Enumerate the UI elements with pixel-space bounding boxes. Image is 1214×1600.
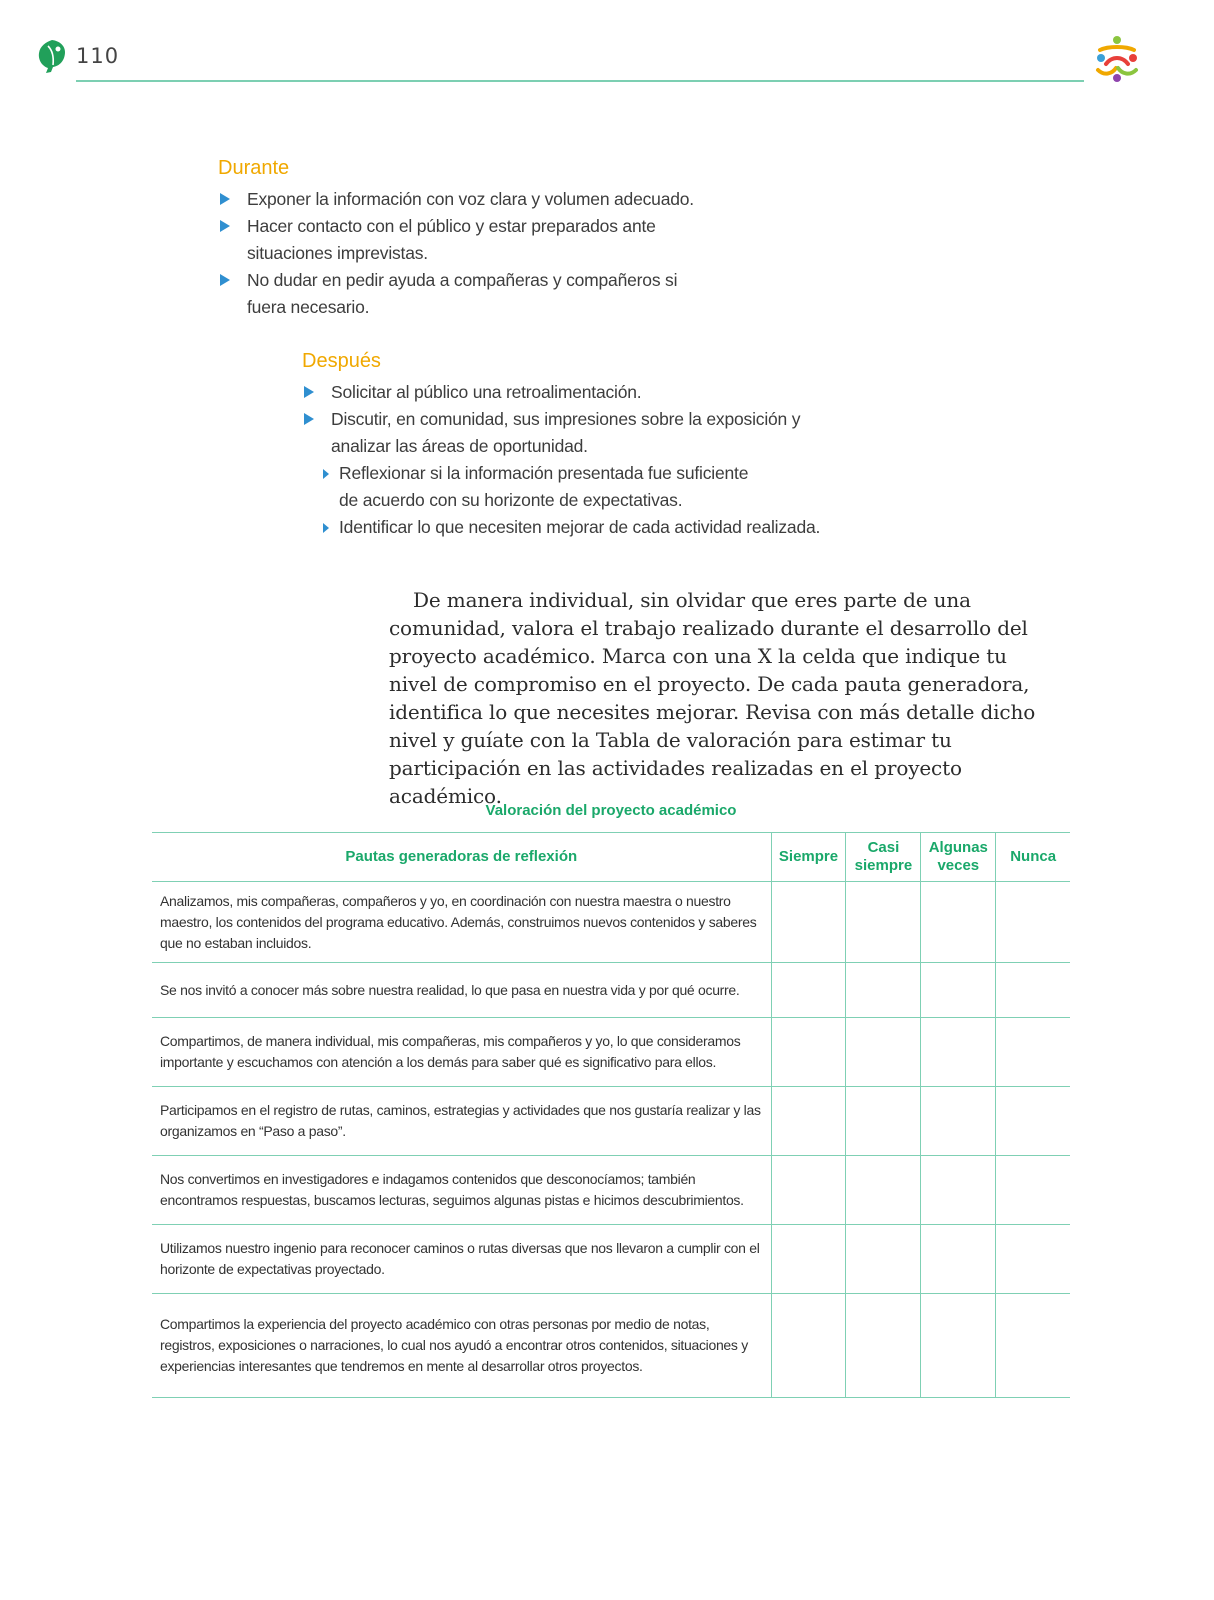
- cell-nunca[interactable]: [996, 1294, 1070, 1398]
- pauta-text: Analizamos, mis compañeras, compañeros y yo, en coordinación con nuestra maestra o nuestro maestro, los contenidos del programa educativo. Además, construimos nuevos contenidos y saberes que no estaban incluidos.: [152, 882, 771, 963]
- cell-algunas-veces[interactable]: [921, 1225, 996, 1294]
- table-row: [152, 963, 1070, 1018]
- cell-casi-siempre[interactable]: [846, 1225, 921, 1294]
- header-rule: [76, 80, 1084, 82]
- table-row: [152, 1156, 1070, 1225]
- cell-casi-siempre[interactable]: [846, 1087, 921, 1156]
- durante-item: Exponer la información con voz clara y volumen adecuado.: [218, 186, 778, 213]
- cell-casi-siempre[interactable]: [846, 963, 921, 1018]
- bullet-triangle-icon: [220, 274, 230, 286]
- green-leaf-icon: [36, 38, 68, 74]
- cell-nunca[interactable]: [996, 1087, 1070, 1156]
- header-casi-siempre: Casi siempre: [846, 833, 921, 882]
- cell-nunca[interactable]: [996, 963, 1070, 1018]
- cell-siempre[interactable]: [771, 1294, 846, 1398]
- bullet-triangle-icon: [220, 220, 230, 232]
- assessment-table: [152, 832, 1070, 1398]
- page-number: 110: [76, 44, 120, 68]
- header-nunca: Nunca: [996, 833, 1070, 882]
- cell-algunas-veces[interactable]: [921, 1087, 996, 1156]
- cell-siempre[interactable]: [771, 1018, 846, 1087]
- header-siempre: Siempre: [771, 833, 846, 882]
- bullet-triangle-icon: [220, 193, 230, 205]
- bullet-triangle-icon: [304, 413, 314, 425]
- despues-item: Solicitar al público una retroalimentación.: [302, 379, 882, 406]
- cell-algunas-veces[interactable]: [921, 1018, 996, 1087]
- pauta-text: Compartimos, de manera individual, mis compañeras, mis compañeros y yo, lo que consideramos importante y escuchamos con atención a los demás para saber qué es significativo para ellos.: [152, 1018, 771, 1087]
- pauta-text: Nos convertimos en investigadores e indagamos contenidos que desconocíamos; también encontramos respuestas, buscamos lecturas, seguimos algunas pistas e hicimos descubrimientos.: [152, 1156, 771, 1225]
- pauta-text: Participamos en el registro de rutas, caminos, estrategias y actividades que nos gustaría realizar y las organizamos en “Paso a paso”.: [152, 1087, 771, 1156]
- table-row: [152, 1294, 1070, 1398]
- durante-title: Durante: [218, 157, 290, 179]
- cell-nunca[interactable]: [996, 882, 1070, 963]
- sub-bullet-triangle-icon: [323, 469, 329, 479]
- header-algunas-veces: Algunas veces: [921, 833, 996, 882]
- colorful-figures-icon: [1090, 34, 1144, 84]
- cell-siempre[interactable]: [771, 1087, 846, 1156]
- pauta-text: Compartimos la experiencia del proyecto académico con otras personas por medio de notas, registros, exposiciones o narraciones, lo cual nos ayudó a encontrar otros contenidos, situaciones y experiencias interesantes que tendremos en mente al desarrollar otros proyectos.: [152, 1294, 771, 1398]
- pauta-text: Utilizamos nuestro ingenio para reconocer caminos o rutas diversas que nos llevaron a cumplir con el horizonte de expectativas proyectado.: [152, 1225, 771, 1294]
- despues-title: Después: [302, 350, 381, 372]
- cell-siempre[interactable]: [771, 882, 846, 963]
- cell-siempre[interactable]: [771, 963, 846, 1018]
- durante-item: Hacer contacto con el público y estar preparados ante situaciones imprevistas.: [218, 213, 677, 267]
- cell-algunas-veces[interactable]: [921, 1294, 996, 1398]
- durante-item: No dudar en pedir ayuda a compañeras y compañeros si fuera necesario.: [218, 267, 687, 321]
- cell-algunas-veces[interactable]: [921, 963, 996, 1018]
- cell-casi-siempre[interactable]: [846, 1018, 921, 1087]
- cell-casi-siempre[interactable]: [846, 882, 921, 963]
- cell-casi-siempre[interactable]: [846, 1156, 921, 1225]
- bullet-triangle-icon: [304, 386, 314, 398]
- cell-siempre[interactable]: [771, 1225, 846, 1294]
- table-row: [152, 1225, 1070, 1294]
- despues-item: Discutir, en comunidad, sus impresiones sobre la exposición y analizar las áreas de oportunidad.: [302, 406, 811, 460]
- table-caption: Valoración del proyecto académico: [485, 802, 737, 819]
- table-header-row: [152, 833, 1070, 882]
- cell-casi-siempre[interactable]: [846, 1294, 921, 1398]
- cell-nunca[interactable]: [996, 1156, 1070, 1225]
- despues-section: [302, 350, 882, 541]
- cell-nunca[interactable]: [996, 1018, 1070, 1087]
- table-row: [152, 882, 1070, 963]
- despues-subitem: Identificar lo que necesiten mejorar de cada actividad realizada.: [320, 514, 859, 541]
- table-row: [152, 1087, 1070, 1156]
- cell-algunas-veces[interactable]: [921, 882, 996, 963]
- cell-siempre[interactable]: [771, 1156, 846, 1225]
- instructions-paragraph: De manera individual, sin olvidar que eres parte de una comunidad, valora el trabajo realizado durante el desarrollo del proyecto académico. Marca con una X la celda que indique tu nivel de compromiso en el proyecto. De cada pauta generadora, identifica lo que necesites mejorar. Revisa con más detalle dicho nivel y guíate con la Tabla de valoración para estimar tu participación en las actividades realizadas en el proyecto académico.: [389, 588, 1036, 808]
- cell-nunca[interactable]: [996, 1225, 1070, 1294]
- despues-subitem: Reflexionar si la información presentada fue suficiente de acuerdo con su horizonte de expectativas.: [320, 460, 759, 514]
- durante-section: [218, 157, 778, 321]
- sub-bullet-triangle-icon: [323, 523, 329, 533]
- header-pautas: Pautas generadoras de reflexión: [152, 833, 771, 882]
- cell-algunas-veces[interactable]: [921, 1156, 996, 1225]
- table-row: [152, 1018, 1070, 1087]
- pauta-text: Se nos invitó a conocer más sobre nuestra realidad, lo que pasa en nuestra vida y por qué ocurre.: [152, 963, 771, 1018]
